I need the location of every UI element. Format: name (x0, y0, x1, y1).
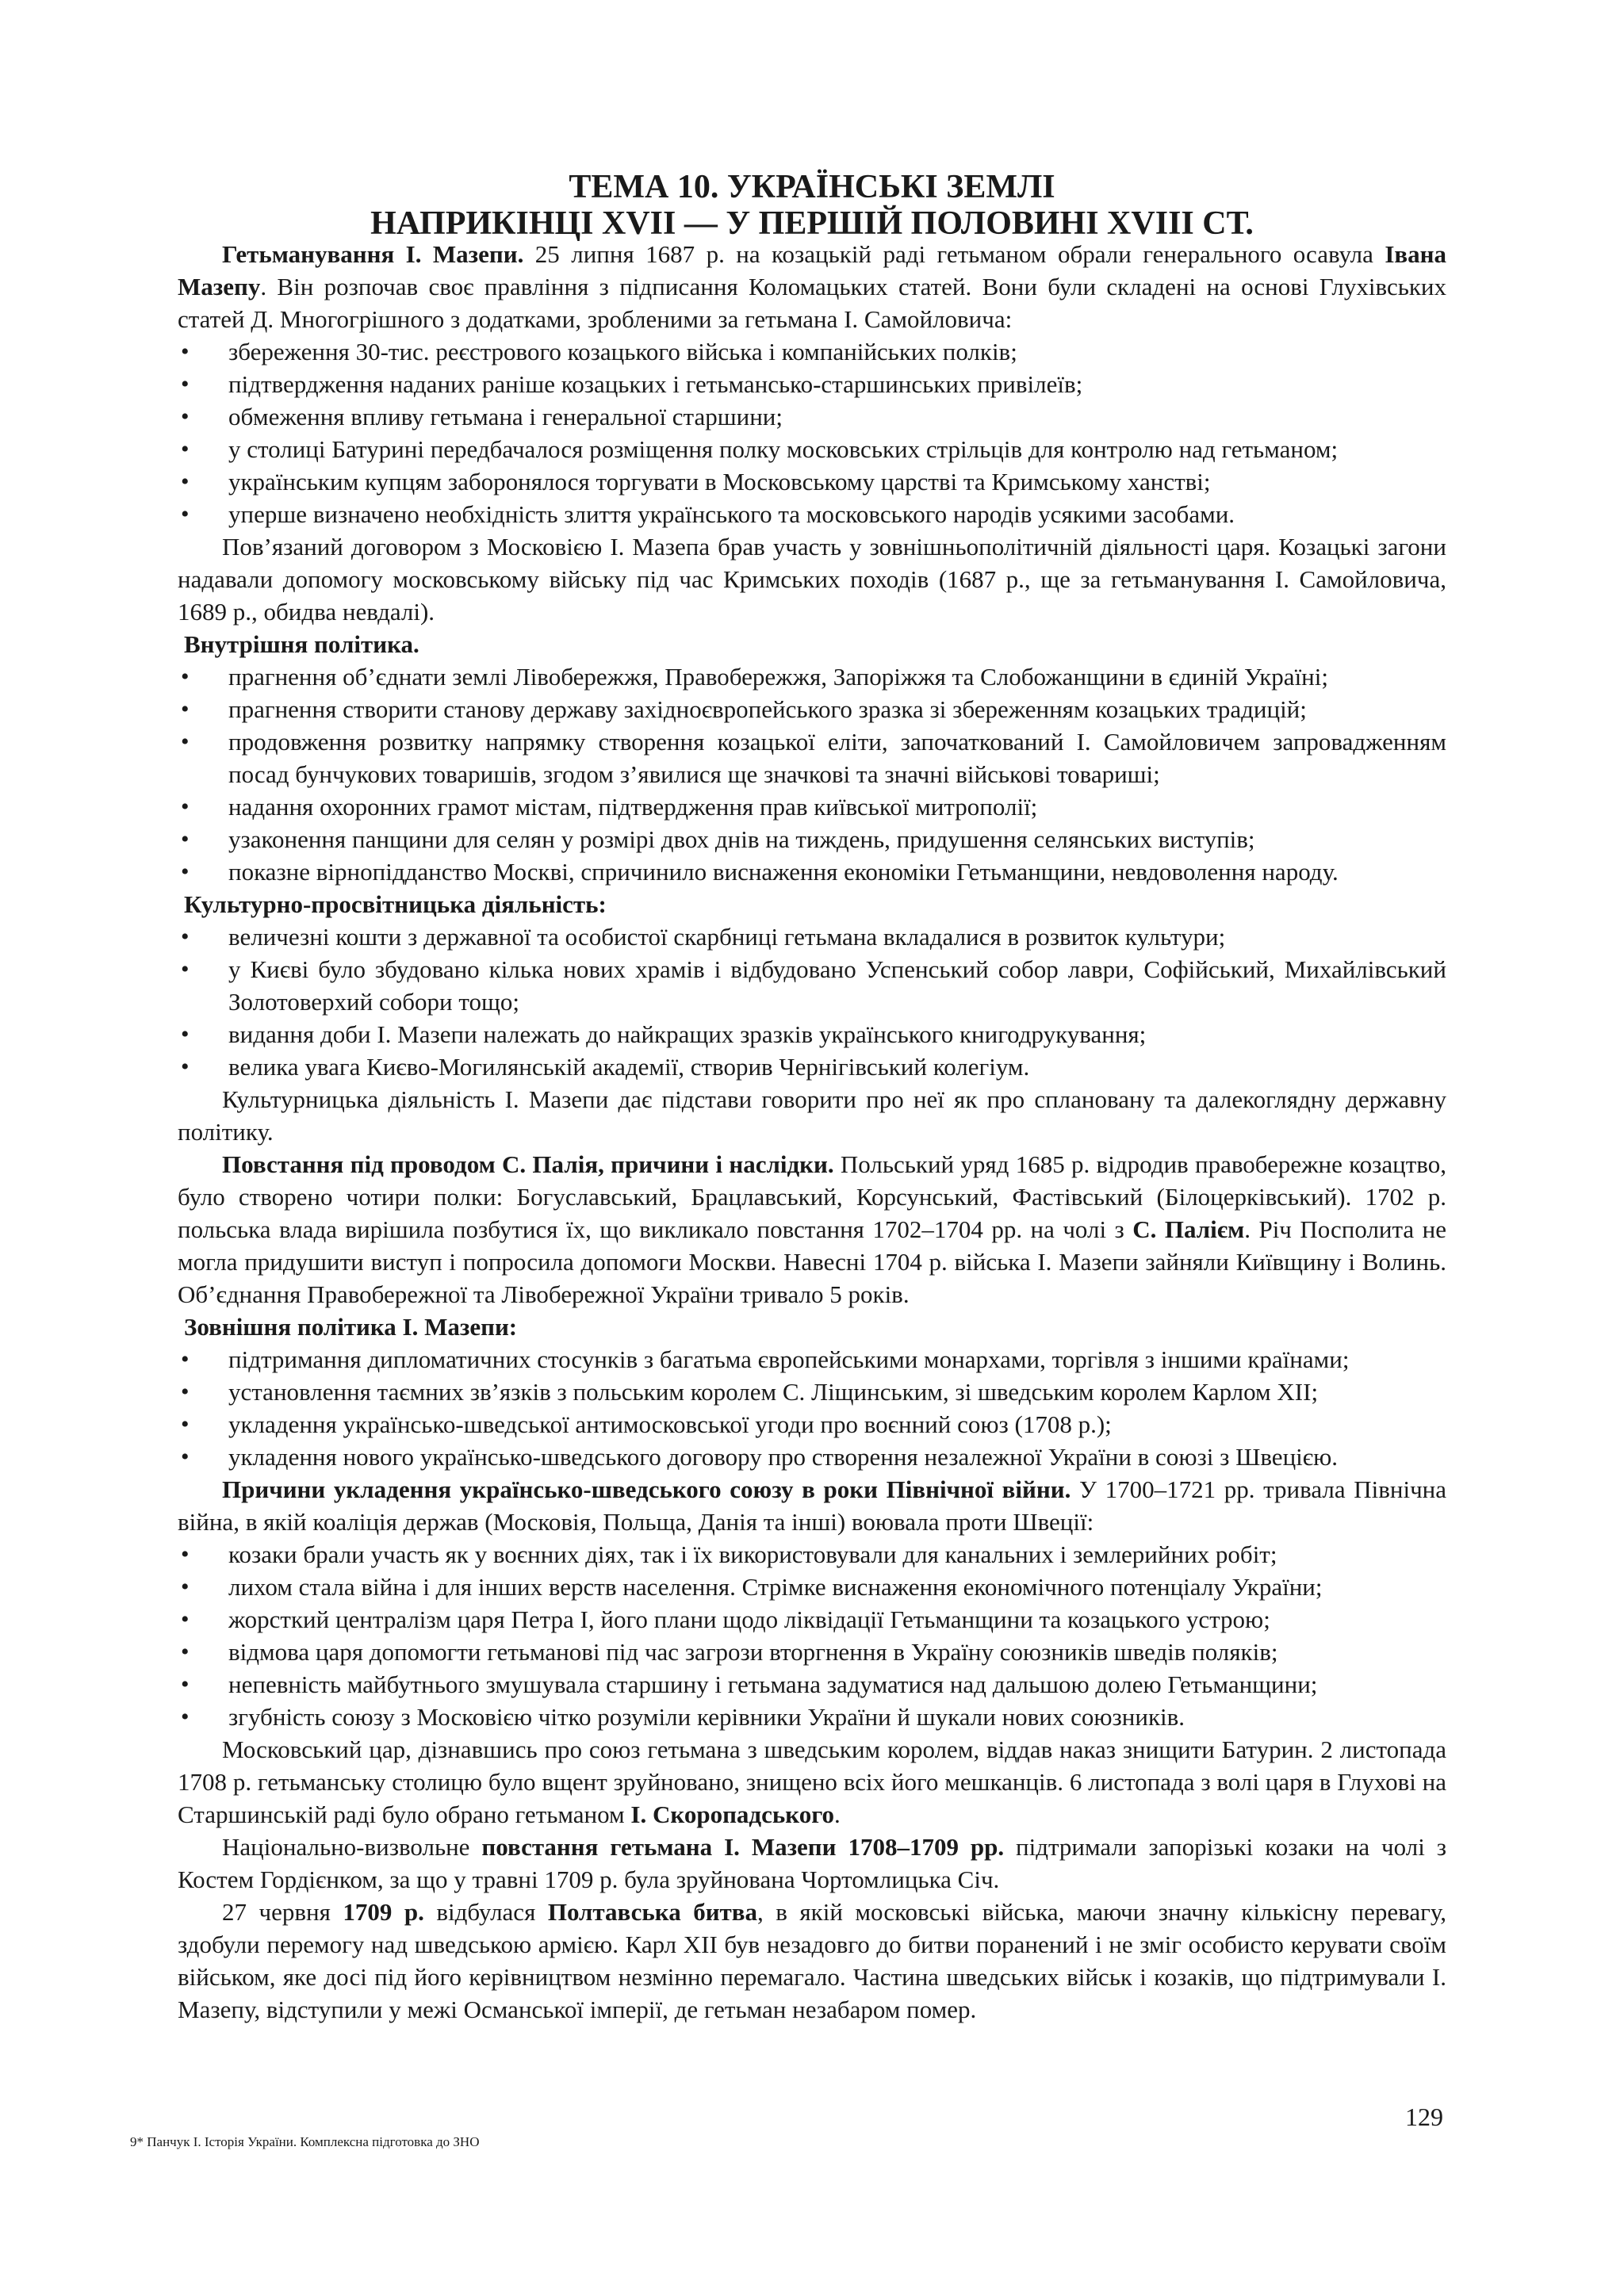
list-item: • видання доби І. Мазепи належать до найкращих зразків українського книгодрукування; (178, 1018, 1446, 1050)
list-item: • підтвердження наданих раніше козацьких і гетьмансько-старшинських привілеїв; (178, 368, 1446, 400)
footer-citation: 9* Панчук І. Історія України. Комплексна підготовка до ЗНО (130, 2134, 480, 2149)
mazepa-name: Івана Мазепу (178, 240, 1446, 300)
section-heading-alliance: Причини укладення українсько-шведського союзу в роки Північної війни. (222, 1475, 1071, 1503)
uprising-paragraph: Національно-визвольне повстання гетьмана І. Мазепи 1708–1709 рр. підтримали запорізькі козаки на чолі з Костем Гордієнком, за що у травні 1709 р. була зруйнована Чортомлицька Січ. (178, 1833, 1446, 1893)
list-item: • установлення таємних зв’язків з польським королем С. Ліщинським, зі шведським королем Карлом XII; (178, 1376, 1446, 1408)
list-item: • обмеження впливу гетьмана і генеральної старшини; (178, 400, 1446, 433)
list-item: • надання охоронних грамот містам, підтвердження прав київської митрополії; (178, 790, 1446, 823)
section-heading-paliy: Повстання під проводом С. Палія, причини і наслідки. (222, 1150, 834, 1178)
skoropadsky-name: І. Скоропадського (630, 1800, 835, 1828)
list-item: • прагнення створити станову державу західноєвропейського зразка зі збереженням козацьких традицій; (178, 693, 1446, 725)
list-item: • підтримання дипломатичних стосунків з багатьма європейськими монархами, торгівля з іншими країнами; (178, 1343, 1446, 1376)
internal-policy-heading: Внутрішня політика. (184, 630, 419, 658)
list-item: • показне вірнопідданство Москві, спричинило виснаження економіки Гетьманщини, невдоволення народу. (178, 855, 1446, 888)
page-number: 129 (1405, 2103, 1443, 2131)
list-item: • величезні кошти з державної та особистої скарбниці гетьмана вкладалися в розвиток культури; (178, 920, 1446, 953)
baturyn-paragraph: Московський цар, дізнавшись про союз гетьмана з шведським королем, віддав наказ знищити Батурин. 2 листопада 1708 р. гетьманську столицю було вщент зруйновано, знищено всіх його мешканців. 6 листопада з волі царя в Глухові на Старшинській раді було обрано гетьманом І. Скоропадського. (178, 1735, 1446, 1828)
poltava-year: 1709 р. (343, 1898, 424, 1926)
paliy-name: С. Палієм (1132, 1215, 1245, 1243)
list-item: • у Києві було збудовано кілька нових храмів і відбудовано Успенський собор лаври, Софійський, Михайлівський Золотоверхий собори тощо; (178, 953, 1446, 1018)
main-text (178, 238, 1446, 2026)
external-policy-list (178, 1343, 1446, 1473)
page-title-line-1: ТЕМА 10. УКРАЇНСЬКІ ЗЕМЛІ (569, 169, 1055, 205)
list-item: • українським купцям заборонялося торгувати в Московському царстві та Кримському ханстві; (178, 465, 1446, 498)
list-item: • непевність майбутнього змушувала старшину і гетьмана задуматися над дальшою долею Гетьманщини; (178, 1668, 1446, 1701)
culture-list (178, 920, 1446, 1083)
alliance-reasons-list (178, 1538, 1446, 1733)
poltava-paragraph: 27 червня 1709 р. відбулася Полтавська битва, в якій московські війська, маючи значну кількісну перевагу, здобули перемогу над шведською армією. Карл XII був незадовго до битви поранений і не зміг особисто керувати своїм військом, яке досі під його керівництвом незмінно перемагало. Частина шведських військ і козаків, що підтримували І. Мазепу, відступили у межі Османської імперії, де гетьман незабаром помер. (178, 1898, 1447, 2023)
list-item: • жорсткий централізм царя Петра І, його плани щодо ліквідації Гетьманщини та козацького устрою; (178, 1603, 1446, 1636)
list-item: • укладення українсько-шведської антимосковської угоди про воєнний союз (1708 р.); (178, 1408, 1446, 1441)
list-item: • згубність союзу з Московією чітко розуміли керівники України й шукали нових союзників. (178, 1701, 1446, 1733)
culture-heading: Культурно-просвітницька діяльність: (184, 890, 607, 918)
foreign-activity-paragraph: Пов’язаний договором з Московією І. Мазепа брав участь у зовнішньополітичній діяльності царя. Козацькі загони надавали допомогу московському війську під час Кримських походів (1687 р., ще за гетьманування І. Самойловича, 1689 р., обидва невдалі). (178, 533, 1446, 626)
page-title-line-2: НАПРИКІНЦІ XVII — У ПЕРШІЙ ПОЛОВИНІ XVIII СТ. (370, 205, 1254, 242)
poltava-battle: Полтавська битва (547, 1898, 758, 1926)
list-item: • укладення нового українсько-шведського договору про створення незалежної України в союзі з Швецією. (178, 1441, 1446, 1473)
internal-policy-list (178, 660, 1446, 888)
alliance-paragraph: Причини укладення українсько-шведського союзу в роки Північної війни. У 1700–1721 рр. тривала Північна війна, в якій коаліція держав (Московія, Польща, Данія та інші) воювала проти Швеції: (178, 1475, 1447, 1536)
list-item: • узаконення панщини для селян у розмірі двох днів на тиждень, придушення селянських виступів; (178, 823, 1446, 855)
uprising-bold: повстання гетьмана І. Мазепи 1708–1709 рр. (481, 1833, 1005, 1861)
mazepa-intro-paragraph: Гетьманування І. Мазепи. 25 липня 1687 р. на козацькій раді гетьманом обрали генерального осавула Івана Мазепу. Він розпочав своє правління з підписання Коломацьких статей. Вони були складені на основі Глухівських статей Д. Многогрішного з додатками, зробленими за гетьмана І. Самойловича: (178, 240, 1446, 333)
external-policy-heading: Зовнішня політика І. Мазепи: (184, 1313, 518, 1341)
paliy-paragraph: Повстання під проводом С. Палія, причини і наслідки. Польський уряд 1685 р. відродив правобережне козацтво, було створено чотири полки: Богуславський, Брацлавський, Корсунський, Фастівський (Білоцерківський). 1702 р. польська влада вирішила позбутися їх, що викликало повстання 1702–1704 рр. на чолі з С. Палієм. Річ Посполита не могла придушити виступ і попросила допомоги Москви. Навесні 1704 р. війська І. Мазепи зайняли Київщину і Волинь. Об’єднання Правобережної та Лівобережної України тривало 5 років. (178, 1150, 1446, 1308)
list-item: • уперше визначено необхідність злиття українського та московського народів усякими засобами. (178, 498, 1446, 530)
culture-conclusion-paragraph: Культурницька діяльність І. Мазепи дає підстави говорити про неї як про сплановану та далекоглядну державну політику. (178, 1085, 1446, 1146)
list-item: • відмова царя допомогти гетьманові під час загрози вторгнення в Україну союзників шведів поляків; (178, 1636, 1446, 1668)
list-item: • велика увага Києво-Могилянській академії, створив Чернігівський колегіум. (178, 1050, 1446, 1083)
list-item: • козаки брали участь як у воєнних діях, так і їх використовували для канальних і землерийних робіт; (178, 1538, 1446, 1571)
section-heading-mazepa: Гетьманування І. Мазепи. (222, 240, 524, 268)
list-item: • лихом стала війна і для інших верств населення. Стрімке виснаження економічного потенціалу України; (178, 1571, 1446, 1603)
list-item: • продовження розвитку напрямку створення козацької еліти, започаткований І. Самойловичем запровадженням посад бунчукових товаришів, згодом з’явилися ще значкові та значні військові товариші; (178, 725, 1446, 790)
list-item: • прагнення об’єднати землі Лівобережжя, Правобережжя, Запоріжжя та Слобожанщини в єдиній Україні; (178, 660, 1446, 693)
kolomak-articles-list (178, 335, 1446, 530)
list-item: • збереження 30-тис. реєстрового козацького війська і компанійських полків; (178, 335, 1446, 368)
list-item: • у столиці Батурині передбачалося розміщення полку московських стрільців для контролю над гетьманом; (178, 433, 1446, 465)
